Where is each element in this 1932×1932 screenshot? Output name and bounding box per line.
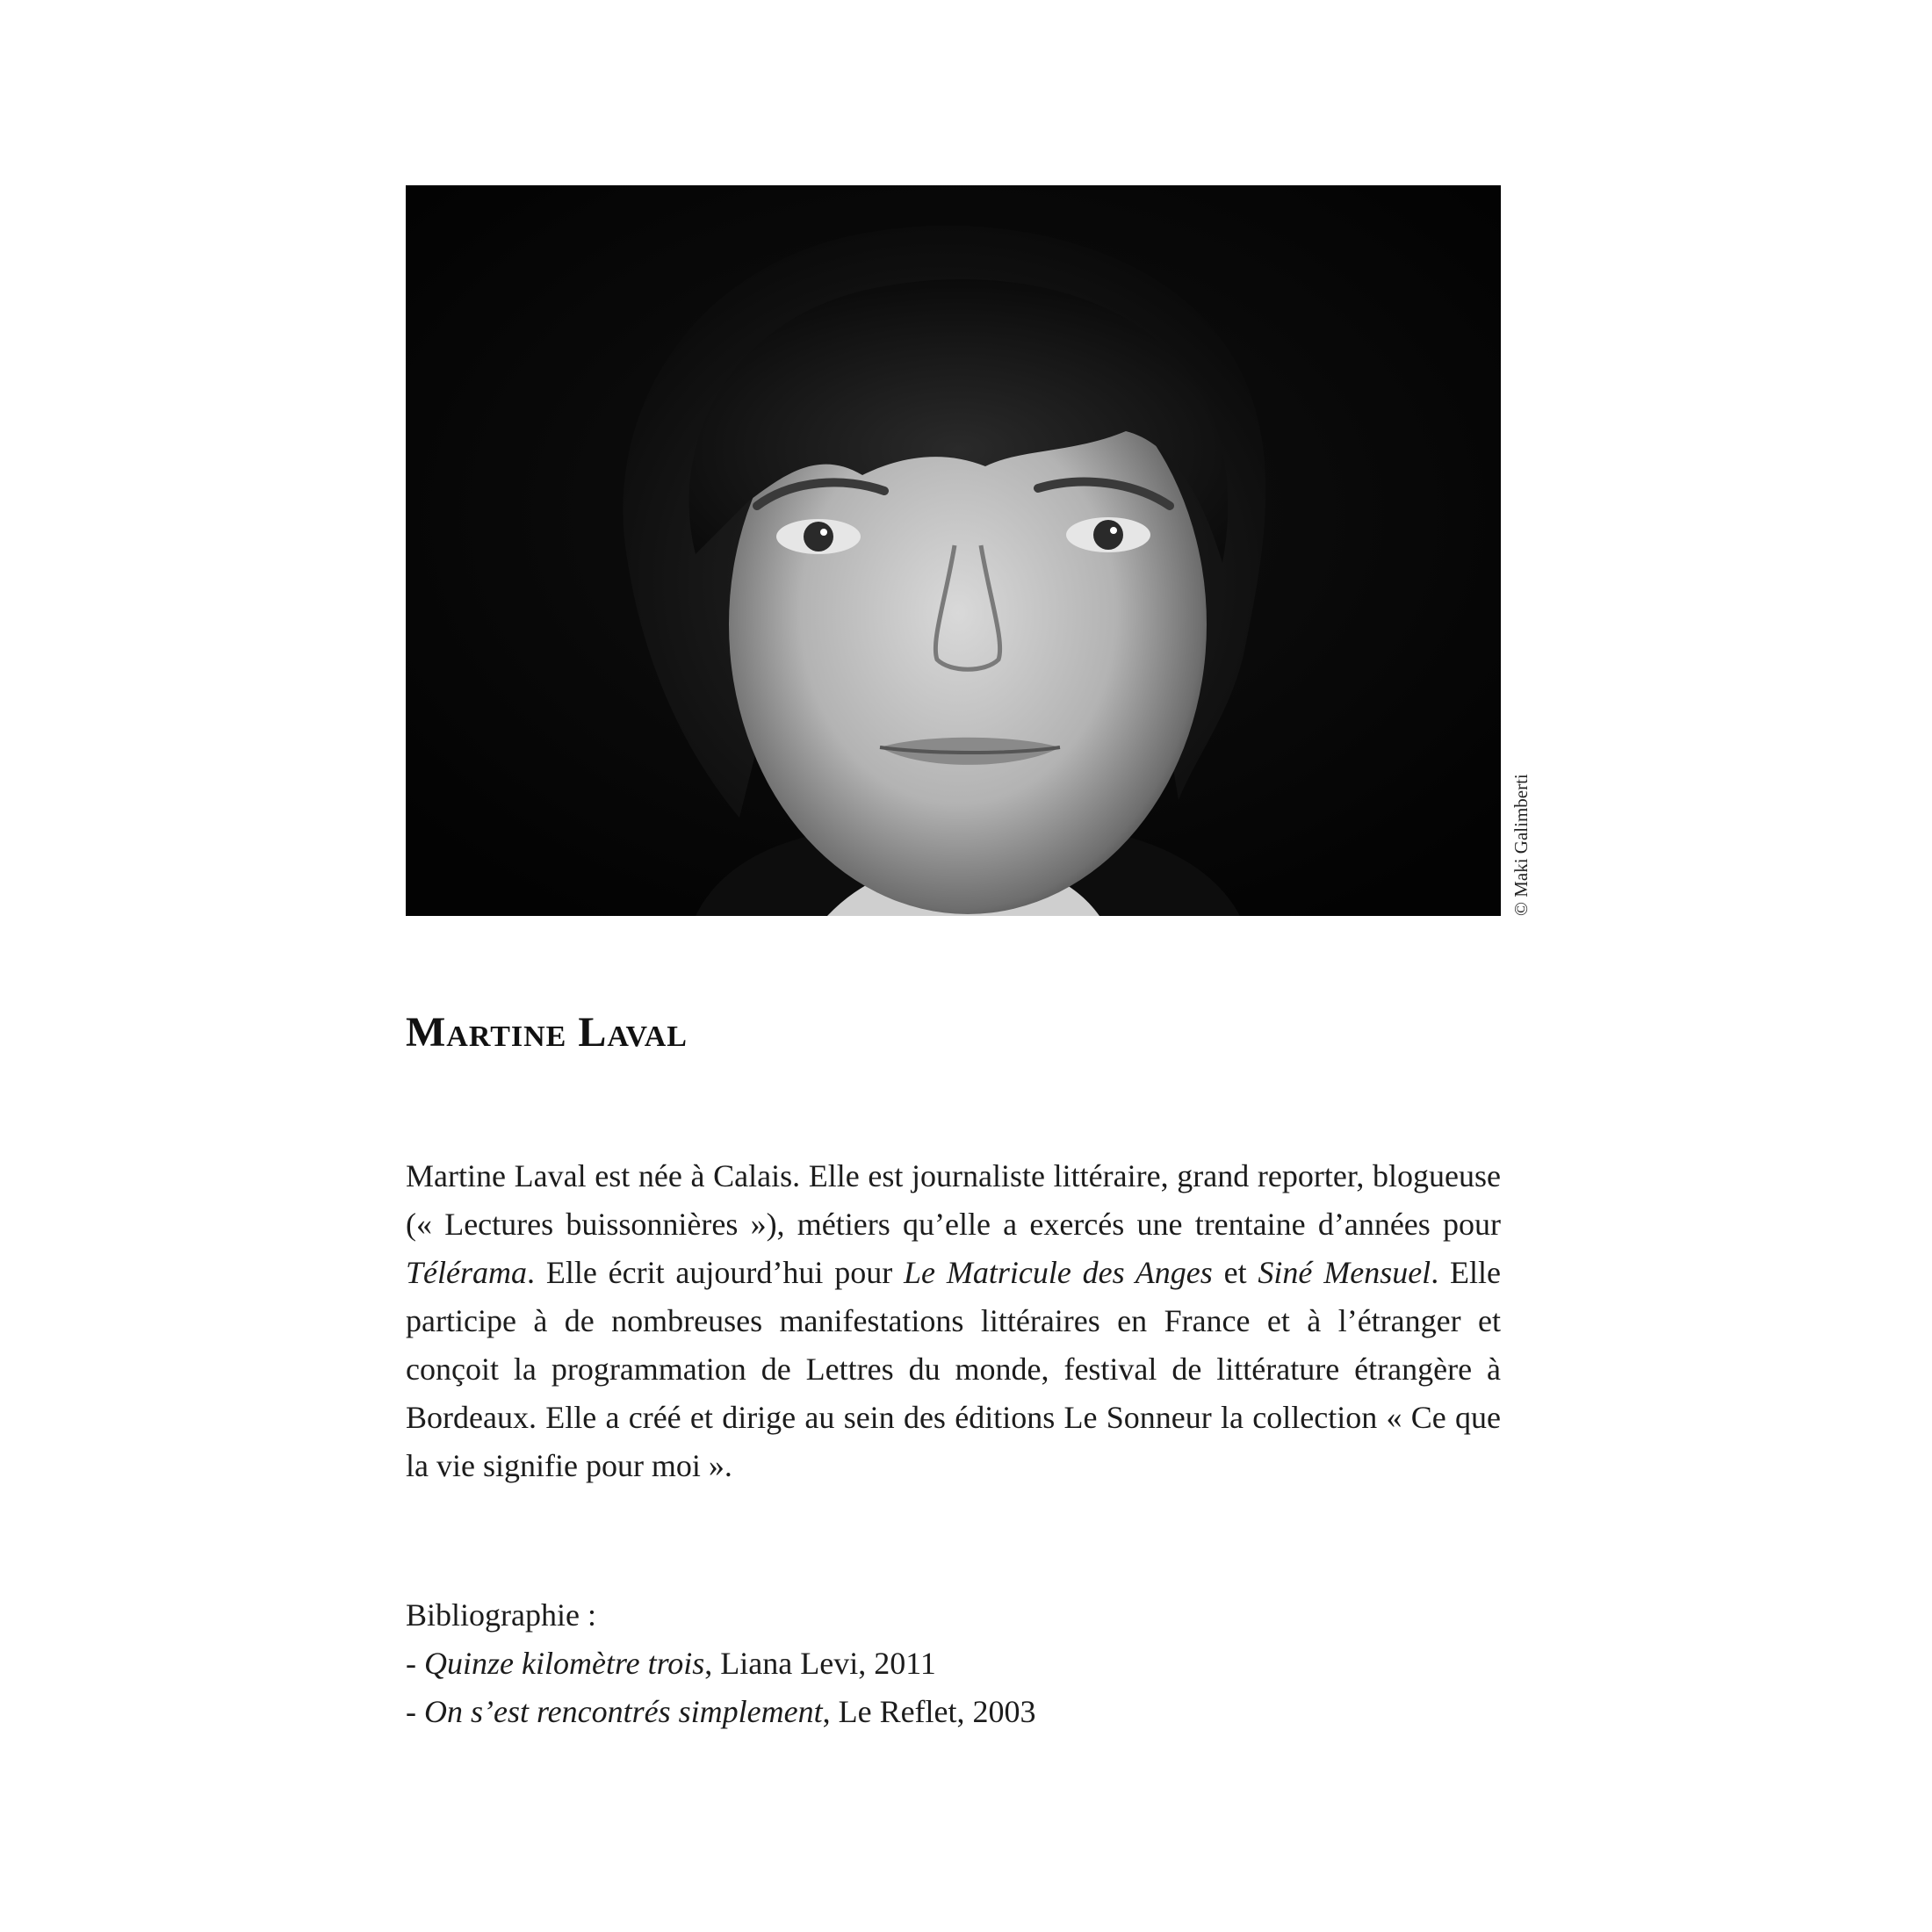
bio-text-2: . Elle écrit aujourd’hui pour bbox=[527, 1255, 905, 1290]
bibliography-item: - On s’est rencontrés simplement, Le Reflet, 2003 bbox=[406, 1694, 1036, 1729]
book-title: Quinze kilomètre trois bbox=[424, 1646, 705, 1681]
bio-text-3: et bbox=[1212, 1255, 1258, 1290]
bibliography-heading: Bibliographie : bbox=[406, 1597, 596, 1633]
photo-credit: © Maki Galimberti bbox=[1510, 774, 1532, 916]
bio-text-1: Martine Laval est née à Calais. Elle est journaliste littéraire, grand reporter, blogueuse (« Lectures buissonnières »), métiers qu’elle a exercés une trentaine d’années pour bbox=[406, 1158, 1501, 1242]
book-title: On s’est rencontrés simplement bbox=[424, 1694, 823, 1729]
bibliography-item: - Quinze kilomètre trois, Liana Levi, 2011 bbox=[406, 1646, 936, 1681]
bio-text-4: . Elle participe à de nombreuses manifestations littéraires en France et à l’étranger et conçoit la programmation de Lettres du monde, festival de littérature étrangère à Bordeaux. Elle a créé et dirige au sein des éditions Le Sonneur la collection « Ce que la vie signifie pour moi ». bbox=[406, 1255, 1501, 1483]
portrait-illustration bbox=[406, 185, 1501, 916]
bibliography bbox=[406, 1591, 1501, 1736]
bio-italic-sine: Siné Mensuel bbox=[1258, 1255, 1431, 1290]
author-name: Martine Laval bbox=[406, 1009, 688, 1056]
author-portrait-photo bbox=[406, 185, 1501, 916]
bio-italic-matricule: Le Matricule des Anges bbox=[904, 1255, 1213, 1290]
bio-italic-telerama: Télérama bbox=[406, 1255, 527, 1290]
author-biography bbox=[406, 1152, 1501, 1490]
